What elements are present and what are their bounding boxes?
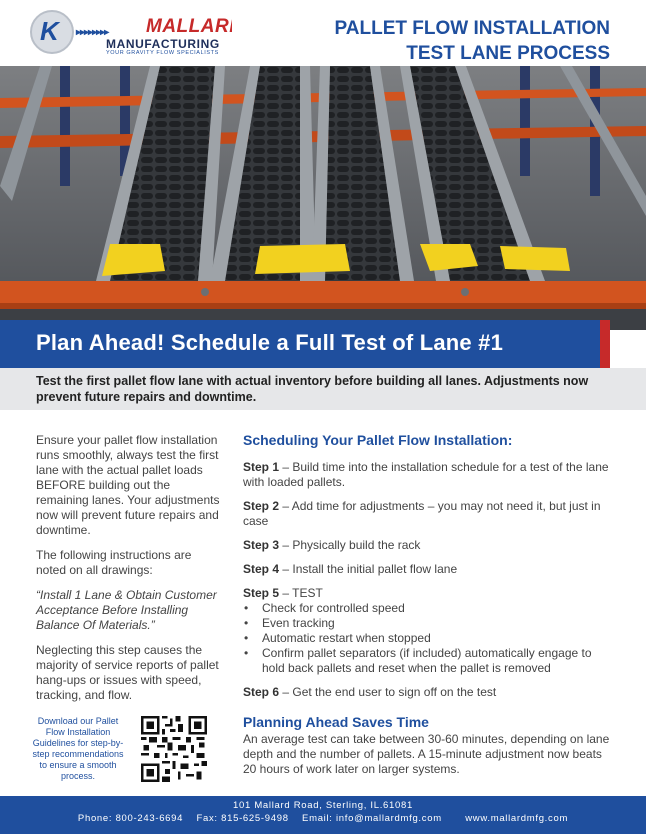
header (0, 0, 646, 66)
logo-k-icon: K (40, 16, 59, 46)
download-guidelines-link[interactable]: Download our Pallet Flow Installation Guidelines for step-by-step recommendations to ensure a smooth process. (32, 716, 124, 781)
step-text: – Get the end user to sign off on the test (279, 685, 497, 699)
test-checklist (243, 601, 613, 676)
footer (0, 796, 646, 834)
arrows-icon: ▸▸▸▸▸▸▸▸ (76, 27, 109, 38)
qr-code-icon[interactable] (141, 716, 207, 782)
page-title (335, 16, 610, 66)
footer-address: 101 Mallard Road, Sterling, IL.61081 (233, 800, 413, 811)
step-text: – Build time into the installation schedule for a test of the lane with loaded pallets. (243, 460, 609, 489)
step-text: – Add time for adjustments – you may not need it, but just in case (243, 499, 601, 528)
left-paragraph-2: The following instructions are noted on all drawings: (36, 548, 192, 577)
mallard-logo[interactable] (30, 10, 244, 56)
logo-tagline: YOUR GRAVITY FLOW SPECIALISTS (106, 50, 219, 56)
header-diagonal (232, 0, 272, 66)
footer-fax: Fax: 815-625-9498 (196, 813, 289, 824)
banner-accent (600, 320, 610, 368)
title-line-1: PALLET FLOW INSTALLATION (334, 18, 610, 39)
step-label: Step 2 (243, 499, 280, 513)
step-1 (243, 460, 613, 490)
intro-text: Test the first pallet flow lane with actual inventory before building all lanes. Adjustments now prevent future repairs and downtime. (36, 374, 589, 404)
list-item: • Automatic restart when stopped (243, 631, 613, 646)
planning-heading: Planning Ahead Saves Time (243, 714, 429, 730)
scheduling-heading: Scheduling Your Pallet Flow Installation: (243, 432, 513, 448)
drawing-note-quote: “Install 1 Lane & Obtain Customer Acceptance Before Installing Balance Of Materials.” (36, 588, 217, 632)
footer-website-link[interactable]: www.mallardmfg.com (465, 813, 569, 824)
step-2 (243, 499, 613, 529)
step-label: Step 4 (243, 562, 280, 576)
step-3 (243, 538, 613, 553)
left-paragraph-1: Ensure your pallet flow installation runs smoothly, always test the first lane with the actual pallet loads BEFORE building out the remaining lanes. Your adjustments now will prevent future repairs and downtime. (36, 433, 220, 537)
step-text: – Install the initial pallet flow lane (279, 562, 458, 576)
pallet-flow-rack-illustration (0, 66, 646, 330)
step-4 (243, 562, 613, 577)
footer-email[interactable]: Email: info@mallardmfg.com (302, 813, 442, 824)
hero-photo (0, 66, 646, 330)
list-item: • Even tracking (243, 616, 613, 631)
step-label: Step 1 (243, 460, 280, 474)
step-text: – TEST (279, 586, 323, 600)
step-5 (243, 586, 613, 601)
logo-name: MALLARD (146, 16, 244, 37)
footer-phone[interactable]: Phone: 800-243-6694 (77, 813, 184, 824)
step-label: Step 6 (243, 685, 280, 699)
headline: Plan Ahead! Schedule a Full Test of Lane #1 (36, 330, 504, 355)
logo-name-secondary: MANUFACTURING (106, 37, 220, 51)
right-column (243, 432, 613, 777)
planning-text: An average test can take between 30-60 minutes, depending on lane depth and the number of pallets. A 15-minute adjustment now beats 20 hours of work later on larger systems. (243, 732, 610, 776)
title-line-2: TEST LANE PROCESS (406, 43, 610, 64)
footer-contacts (0, 813, 646, 824)
step-label: Step 5 (243, 586, 280, 600)
list-item: • Check for controlled speed (243, 601, 613, 616)
step-label: Step 3 (243, 538, 280, 552)
left-paragraph-3: Neglecting this step causes the majority of service reports of pallet hang-ups or issues with speed, tracking, and flow. (36, 643, 219, 702)
step-text: – Physically build the rack (279, 538, 421, 552)
list-item: • Confirm pallet separators (if included) automatically engage to hold back pallets and reset when the pallet is removed (243, 646, 613, 676)
left-column (36, 433, 220, 713)
step-6 (243, 685, 613, 700)
